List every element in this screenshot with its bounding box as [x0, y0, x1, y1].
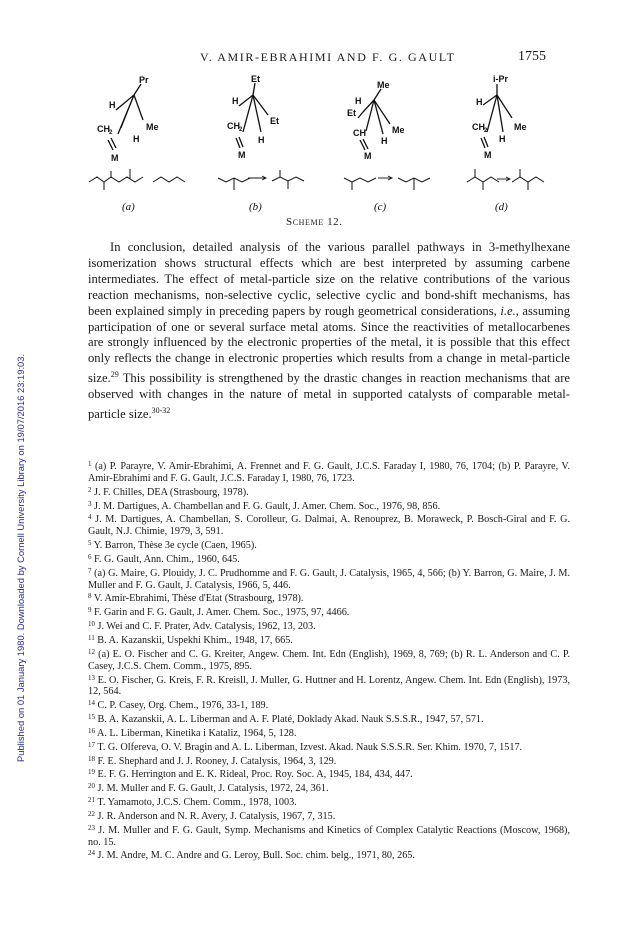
reference-text: B. A. Kazanskii, A. L. Liberman and A. F. Platé, Doklady Akad. Nauk S.S.S.R., 1947, 57, 571. — [97, 714, 484, 726]
atom-label: M — [111, 153, 119, 163]
reference-text: T. Yamamoto, J.C.S. Chem. Comm., 1978, 1003. — [97, 797, 297, 809]
atom-label: 2 — [109, 130, 113, 136]
reference-text: J. Wei and C. F. Prater, Adv. Catalysis, 1962, 13, 203. — [97, 621, 316, 633]
reference-number: 17 — [88, 740, 95, 749]
reference-number: 16 — [88, 726, 95, 735]
atom-label: H — [381, 136, 388, 146]
atom-label: Me — [146, 122, 159, 132]
carbene-structure-d — [472, 74, 527, 160]
reference-number: 11 — [88, 633, 95, 642]
reference-number: 6 — [88, 552, 92, 561]
reference-number: 8 — [88, 592, 92, 601]
reference-item — [88, 754, 570, 768]
reference-item — [88, 673, 570, 699]
reference-item — [88, 566, 570, 592]
reference-text: J. M. Andre, M. C. Andre and G. Leroy, Bull. Soc. chim. belg., 1971, 80, 265. — [97, 850, 415, 862]
reference-text: Y. Barron, Thèse 3e cycle (Caen, 1965). — [93, 540, 257, 552]
reference-number: 20 — [88, 782, 95, 791]
atom-label: H — [109, 100, 116, 110]
reference-text: J. R. Anderson and N. R. Avery, J. Catalysis, 1967, 7, 315. — [97, 810, 336, 822]
reference-number: 19 — [88, 768, 95, 777]
skeletal-reaction-d — [467, 169, 544, 190]
paragraph-text: , assuming participation of one or several surface metal atoms. Since the reactivities of metallocarbenes are strongly influenced by the electronic properties of the metal, it is possible that this effect only reflects the change in electronic properties which results from a change in metal-particle size. — [88, 303, 571, 386]
atom-label: H — [355, 96, 362, 106]
reference-item — [88, 740, 570, 754]
reference-item — [88, 712, 570, 726]
atom-label: CH — [227, 121, 240, 131]
reference-number: 18 — [88, 754, 95, 763]
atom-label: CH — [353, 128, 366, 138]
reference-number: 12 — [88, 647, 95, 656]
reference-item — [88, 633, 570, 647]
reference-number: 7 — [88, 566, 92, 575]
reference-item — [88, 848, 570, 862]
atom-label: H — [133, 134, 140, 144]
skeletal-reaction-a — [89, 169, 185, 190]
reference-item — [88, 795, 570, 809]
paragraph-text: This possibility is strengthened by the drastic changes in reaction mechanisms that are observed with changes in the nature of metal in supported catalysts of comparable metal-particle size. — [88, 371, 570, 422]
reference-number: 22 — [88, 809, 95, 818]
reference-item — [88, 726, 570, 740]
reference-item — [88, 538, 570, 552]
running-title: V. AMIR-EBRAHIMI AND F. G. GAULT — [200, 50, 456, 64]
reference-number: 10 — [88, 620, 95, 629]
atom-label: H — [258, 135, 265, 145]
reference-number: 9 — [88, 606, 92, 615]
atom-label: M — [484, 150, 492, 160]
reference-number: 14 — [88, 699, 95, 708]
reference-text: E. F. G. Herrington and E. K. Rideal, Proc. Roy. Soc. A, 1945, 184, 434, 447. — [97, 769, 413, 781]
page-header — [0, 50, 624, 66]
reference-number: 24 — [88, 849, 95, 858]
scheme-label-c: (c) — [374, 201, 387, 213]
reference-text: F. Garin and F. G. Gault, J. Amer. Chem. Soc., 1975, 97, 4466. — [94, 607, 350, 619]
atom-label: Et — [270, 116, 279, 126]
reference-text: F. E. Shephard and J. J. Rooney, J. Catalysis, 1964, 3, 129. — [97, 755, 337, 767]
reference-item — [88, 605, 570, 619]
conclusion-paragraph — [88, 240, 570, 423]
atom-label: H — [232, 96, 239, 106]
reference-text: (a) G. Maire, G. Plouidy, J. C. Prudhomme and F. G. Gault, J. Catalysis, 1965, 4, 566; (b) Y. Barron, G. Maire, J. M. Muller and F. G. Gault, J. Catalysis, 1966, 5, 446. — [88, 567, 571, 591]
scheme-12-figure — [0, 70, 624, 220]
skeletal-reaction-c — [344, 176, 430, 190]
download-note — [4, 150, 26, 770]
reference-text: A. L. Liberman, Kinetika i Kataliz, 1964, 5, 128. — [96, 727, 297, 739]
reference-number: 15 — [88, 713, 95, 722]
atom-label: CH — [97, 124, 110, 134]
reference-text: J. M. Muller and F. G. Gault, Symp. Mechanisms and Kinetics of Complex Catalytic Reactions (Moscow, 1968), no. 15. — [88, 824, 570, 848]
reference-number: 1 — [88, 460, 92, 468]
paragraph-ie: i.e. — [500, 303, 516, 318]
atom-label: 2 — [484, 128, 488, 134]
reference-number: 21 — [88, 796, 95, 805]
scheme-label-d: (d) — [495, 201, 508, 213]
reference-item — [88, 698, 570, 712]
atom-label: Me — [392, 125, 405, 135]
reference-item — [88, 781, 570, 795]
reference-text: J. M. Muller and F. G. Gault, J. Catalysis, 1972, 24, 361. — [97, 783, 329, 795]
reference-number: 4 — [88, 513, 92, 522]
download-note-text: Published on 01 January 1980. Downloaded by Cornell University Library on 19/07/2016 23:19:03. — [15, 353, 26, 762]
reference-item — [88, 647, 570, 673]
carbene-structure-b — [227, 74, 279, 160]
atom-label: CH — [472, 122, 485, 132]
scheme-caption: Scheme 12. — [286, 216, 343, 228]
reference-text: (a) E. O. Fischer and C. G. Kreiter, Angew. Chem. Int. Edn (English), 1969, 8, 769; (b) R. L. Anderson and C. P. Casey, J.C.S. Chem. Comm., 1975, 895. — [88, 648, 570, 672]
reference-item — [88, 619, 570, 633]
reference-text: (a) P. Parayre, V. Amir-Ebrahimi, A. Frennet and F. G. Gault, J.C.S. Faraday I, 1980, 76, 1704; (b) P. Parayre, V. Amir-Ebrahimi and F. G. Gault, J.C.S. Faraday I, 1980, 76, 1723. — [88, 461, 570, 484]
reference-text: J. M. Dartigues, A. Chambellan, S. Corolleur, G. Dalmai, A. Renouprez, B. Moraweck, P. Bosch-Giral and F. G. Gault, N.J. Chimie, 1979, 3, 591. — [88, 514, 570, 538]
reference-item — [88, 552, 570, 566]
citation-superscript: 29 — [110, 370, 119, 380]
reference-number: 5 — [88, 539, 92, 548]
atom-label: Me — [514, 122, 527, 132]
page-number: 1755 — [518, 49, 546, 64]
citation-superscript: 30-32 — [151, 406, 171, 416]
reference-text: J. M. Dartigues, A. Chambellan and F. G. Gault, J. Amer. Chem. Soc., 1976, 98, 856. — [94, 500, 441, 512]
scheme-label-b: (b) — [249, 201, 262, 213]
reference-text: E. O. Fischer, G. Kreis, F. R. Kreisll, J. Muller, G. Huttner and H. Lorentz, Angew. Chem. Int. Edn (English), 1973, 12, 564. — [88, 674, 571, 698]
reference-item — [88, 823, 570, 849]
reference-item — [88, 499, 570, 513]
reference-text: C. P. Casey, Org. Chem., 1976, 33-1, 189. — [97, 700, 269, 712]
paragraph-text: In conclusion, detailed analysis of the various parallel pathways in 3-methylhexane isomerization shows structural effects which are best interpreted by assuming carbene intermediates. The effect of metal-particle size on the relative contributions of the various reaction mechanisms, non-selective cyclic, selective cyclic and bond-shift mechanisms, has been explained simply in preceding papers by rough geometrical considerations, — [88, 240, 570, 318]
atom-label: 2 — [239, 127, 243, 133]
reference-text: B. A. Kazanskii, Uspekhi Khim., 1948, 17, 665. — [97, 634, 293, 646]
reference-text: V. Amir-Ebrahimi, Thèse d'Etat (Strasbourg, 1978). — [93, 593, 304, 605]
reference-number: 2 — [88, 485, 92, 494]
reference-text: J. F. Chilles, DEA (Strasbourg, 1978). — [94, 486, 249, 498]
atom-label: M — [364, 151, 372, 161]
skeletal-reaction-b — [218, 170, 304, 190]
reference-text: T. G. Olfereva, O. V. Bragin and A. L. Liberman, Izvest. Akad. Nauk S.S.S.R. Ser. Khim. 1970, 7, 1517. — [97, 741, 523, 753]
reference-number: 23 — [88, 823, 95, 832]
atom-label: Et — [251, 74, 260, 84]
reference-item — [88, 459, 570, 485]
reference-item — [88, 591, 570, 605]
atom-label: H — [499, 134, 506, 144]
atom-label: Pr — [139, 75, 149, 85]
atom-label: Et — [347, 108, 356, 118]
scheme-label-a: (a) — [122, 201, 135, 213]
atom-label: H — [476, 97, 483, 107]
reference-item — [88, 809, 570, 823]
atom-label: Me — [377, 80, 390, 90]
reference-list — [88, 459, 570, 862]
atom-label: M — [238, 150, 246, 160]
reference-number: 3 — [88, 499, 92, 508]
reference-item — [88, 512, 570, 538]
reference-number: 13 — [88, 673, 95, 682]
carbene-structure-a — [97, 75, 159, 163]
reference-text: F. G. Gault, Ann. Chim., 1960, 645. — [94, 553, 240, 565]
reference-item — [88, 767, 570, 781]
carbene-structure-c — [347, 80, 405, 161]
atom-label: i-Pr — [493, 74, 509, 84]
reference-item — [88, 485, 570, 499]
